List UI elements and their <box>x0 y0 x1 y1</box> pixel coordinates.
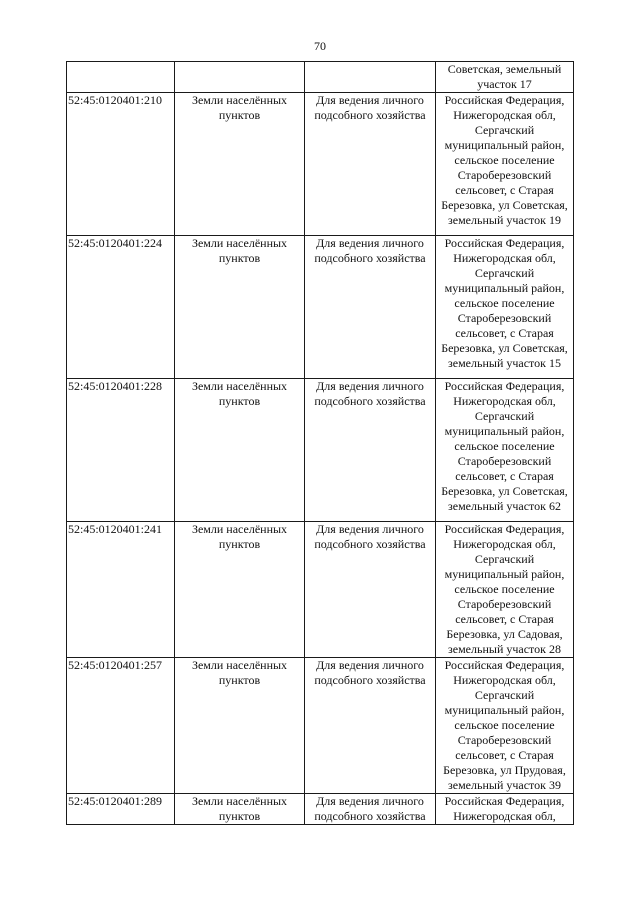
address-cell: Российская Федерация, Нижегородская обл, Сергачский муниципальный район, сельское поселение Староберезовский сельсовет, с Старая Березовка, ул Советская, земельный участок 19 <box>436 93 574 236</box>
address-cell: Российская Федерация, Нижегородская обл, Сергачский муниципальный район, сельское поселение Староберезовский сельсовет, с Старая Березовка, ул Советская, земельный участок 62 <box>436 379 574 522</box>
land-category-cell: Земли населённых пунктов <box>175 236 305 379</box>
land-plots-table <box>66 61 574 825</box>
permitted-use-cell: Для ведения личного подсобного хозяйства <box>305 658 436 794</box>
cadastral-number-cell: 52:45:0120401:257 <box>67 658 175 794</box>
table-row <box>67 236 574 379</box>
table-row <box>67 658 574 794</box>
land-category-cell: Земли населённых пунктов <box>175 658 305 794</box>
land-category-cell: Земли населённых пунктов <box>175 522 305 658</box>
land-category-cell: Земли населённых пунктов <box>175 794 305 825</box>
address-cell: Российская Федерация, Нижегородская обл, Сергачский муниципальный район, сельское поселение Староберезовский сельсовет, с Старая Березовка, ул Советская, земельный участок 15 <box>436 236 574 379</box>
address-cell: Советская, земельный участок 17 <box>436 62 574 93</box>
cadastral-number-cell <box>67 62 175 93</box>
cadastral-number-cell: 52:45:0120401:228 <box>67 379 175 522</box>
table-row <box>67 62 574 93</box>
table-row <box>67 522 574 658</box>
cadastral-number-cell: 52:45:0120401:241 <box>67 522 175 658</box>
table-row <box>67 379 574 522</box>
cadastral-number-cell: 52:45:0120401:224 <box>67 236 175 379</box>
table-row <box>67 93 574 236</box>
permitted-use-cell: Для ведения личного подсобного хозяйства <box>305 794 436 825</box>
land-category-cell: Земли населённых пунктов <box>175 93 305 236</box>
permitted-use-cell <box>305 62 436 93</box>
cadastral-number-cell: 52:45:0120401:210 <box>67 93 175 236</box>
address-cell: Российская Федерация, Нижегородская обл, Сергачский муниципальный район, сельское поселение Староберезовский сельсовет, с Старая Березовка, ул Садовая, земельный участок 28 <box>436 522 574 658</box>
land-category-cell <box>175 62 305 93</box>
cadastral-number-cell: 52:45:0120401:289 <box>67 794 175 825</box>
address-cell: Российская Федерация, Нижегородская обл, <box>436 794 574 825</box>
permitted-use-cell: Для ведения личного подсобного хозяйства <box>305 236 436 379</box>
table-row <box>67 794 574 825</box>
permitted-use-cell: Для ведения личного подсобного хозяйства <box>305 522 436 658</box>
permitted-use-cell: Для ведения личного подсобного хозяйства <box>305 93 436 236</box>
page-number: 70 <box>314 39 326 53</box>
permitted-use-cell: Для ведения личного подсобного хозяйства <box>305 379 436 522</box>
land-category-cell: Земли населённых пунктов <box>175 379 305 522</box>
address-cell: Российская Федерация, Нижегородская обл, Сергачский муниципальный район, сельское поселение Староберезовский сельсовет, с Старая Березовка, ул Прудовая, земельный участок 39 <box>436 658 574 794</box>
